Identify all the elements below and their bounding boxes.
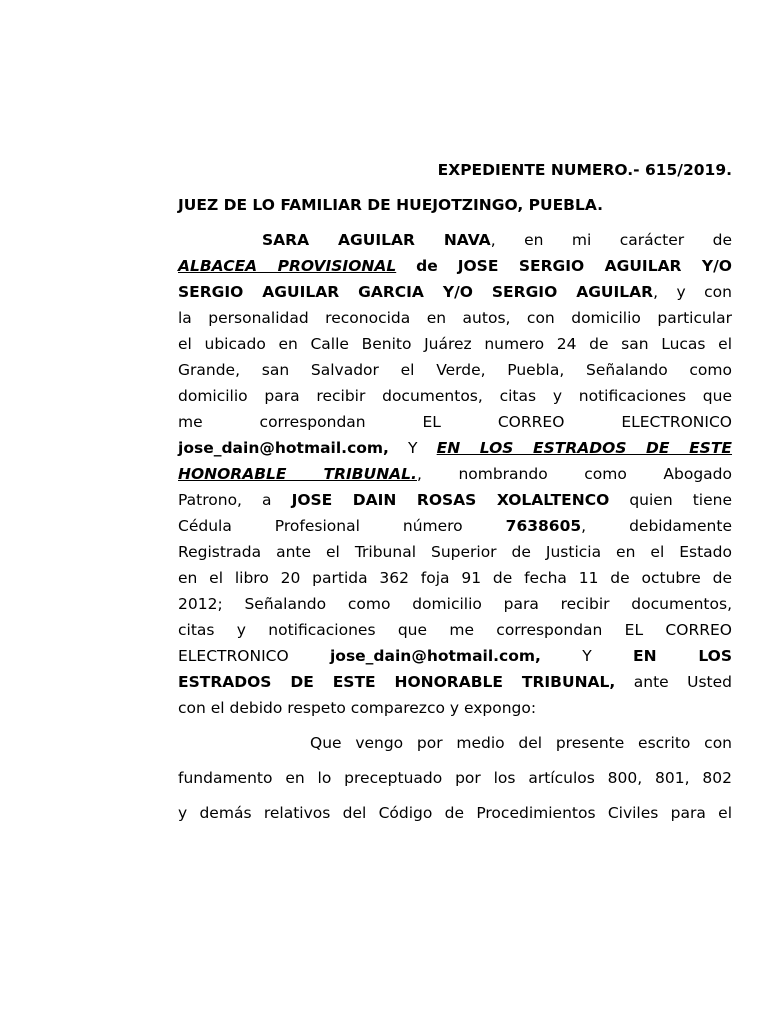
court-heading: JUEZ DE LO FAMILIAR DE HUEJOTZINGO, PUEBLA. bbox=[178, 196, 604, 214]
expediente-number: EXPEDIENTE NUMERO.- 615/2019. bbox=[437, 161, 732, 179]
body-line-1: SARA AGUILAR NAVA, en mi carácter de bbox=[262, 231, 732, 249]
body-line-6: Grande, san Salvador el Verde, Puebla, Señalando como bbox=[178, 361, 732, 379]
body-line-15: 2012; Señalando como domicilio para recibir documentos, bbox=[178, 595, 732, 613]
body-line-17: ELECTRONICO jose_dain@hotmail.com, Y EN LOS bbox=[178, 647, 733, 665]
body-line-7: domicilio para recibir documentos, citas y notificaciones que bbox=[178, 387, 732, 405]
body-line-12: Cédula Profesional número 7638605, debidamente bbox=[178, 517, 732, 535]
body-line-4: la personalidad reconocida en autos, con domicilio particular bbox=[178, 309, 732, 327]
body-line-3: SERGIO AGUILAR GARCIA Y/O SERGIO AGUILAR, y con bbox=[178, 283, 732, 301]
body-line-8: me correspondan EL CORREO ELECTRONICO bbox=[178, 413, 732, 431]
body-line-9: jose_dain@hotmail.com, Y EN LOS ESTRADOS DE ESTE bbox=[178, 439, 732, 457]
body-line-13: Registrada ante el Tribunal Superior de Justicia en el Estado bbox=[178, 543, 732, 561]
body-line-16: citas y notificaciones que me correspondan EL CORREO bbox=[178, 621, 732, 639]
body-line-19: con el debido respeto comparezco y expongo: bbox=[178, 699, 537, 717]
para2-line-2: fundamento en lo preceptuado por los artículos 800, 801, 802 bbox=[178, 769, 732, 787]
para2-line-3: y demás relativos del Código de Procedimientos Civiles para el bbox=[178, 804, 732, 822]
body-line-10: HONORABLE TRIBUNAL., nombrando como Abogado bbox=[178, 465, 732, 483]
body-line-11: Patrono, a JOSE DAIN ROSAS XOLALTENCO quien tiene bbox=[178, 491, 732, 509]
body-line-5: el ubicado en Calle Benito Juárez numero 24 de san Lucas el bbox=[178, 335, 732, 353]
body-line-2: ALBACEA PROVISIONAL de JOSE SERGIO AGUILAR Y/O bbox=[178, 257, 732, 275]
body-line-14: en el libro 20 partida 362 foja 91 de fecha 11 de octubre de bbox=[178, 569, 732, 587]
para2-line-1: Que vengo por medio del presente escrito con bbox=[310, 734, 732, 752]
body-line-18: ESTRADOS DE ESTE HONORABLE TRIBUNAL, ante Usted bbox=[178, 673, 732, 691]
